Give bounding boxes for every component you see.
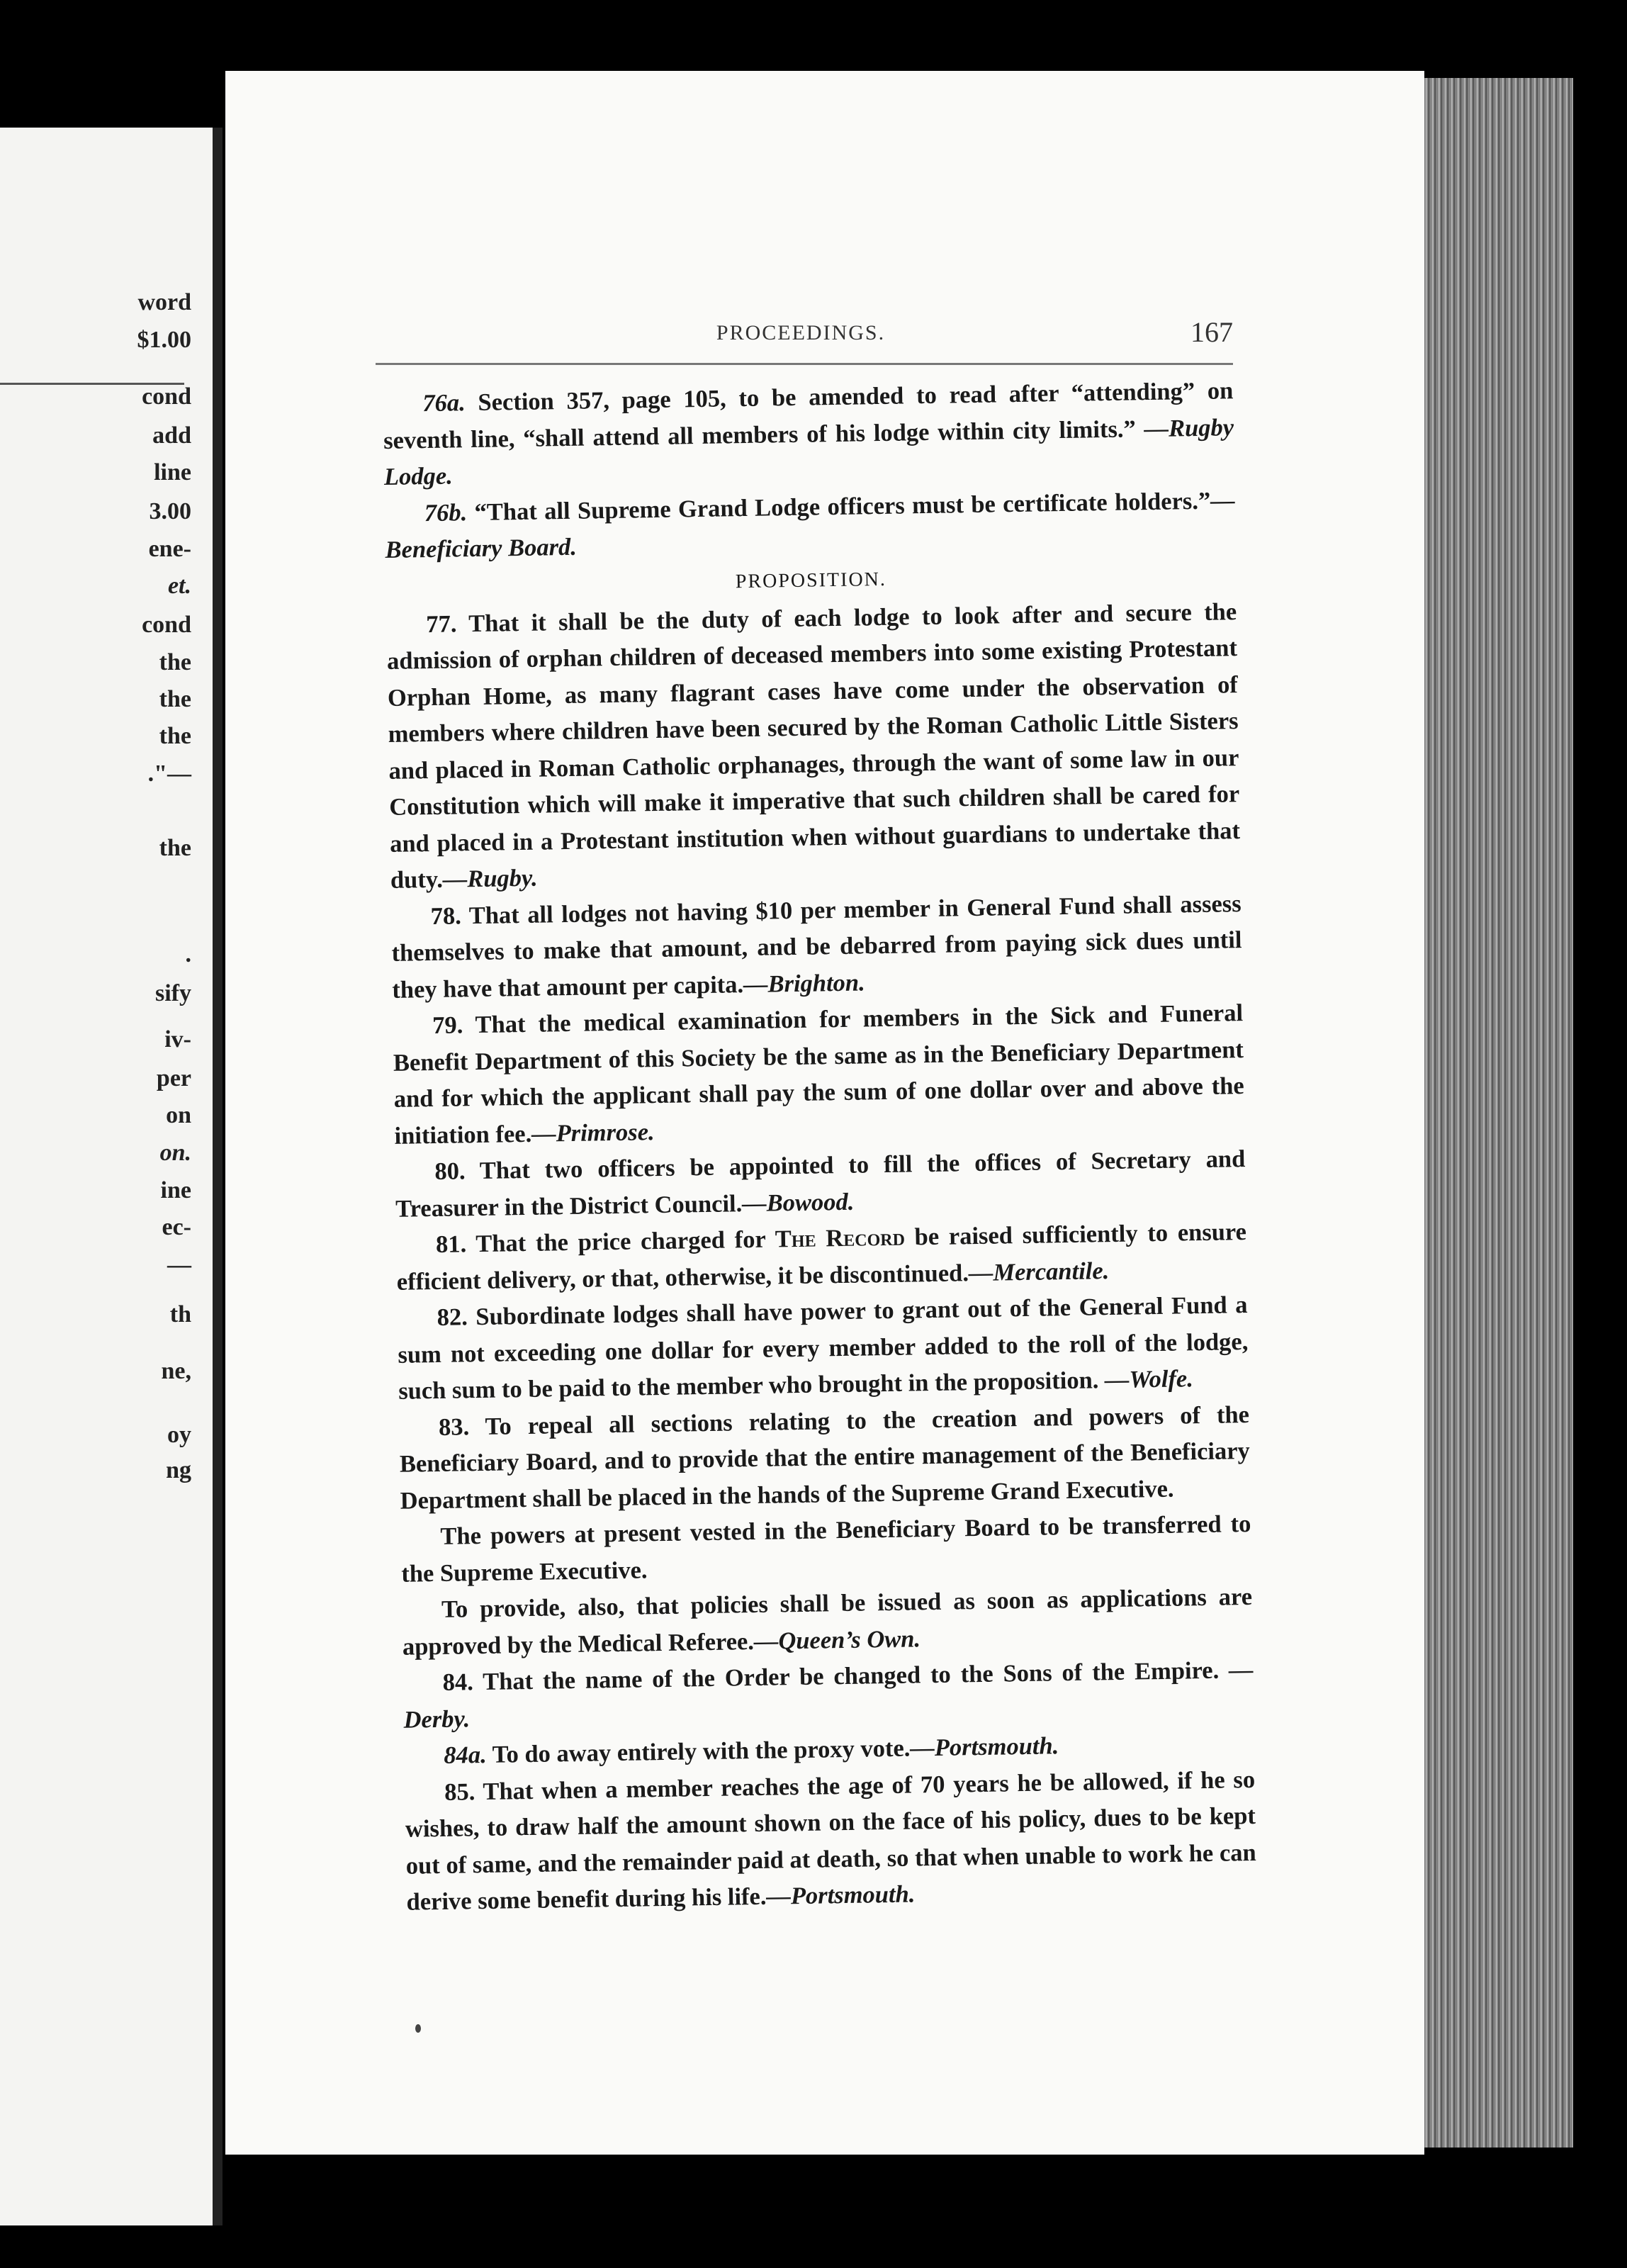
source-lodge: —Brighton. bbox=[743, 968, 865, 998]
paragraph-77 bbox=[386, 594, 1241, 899]
section-title: PROPOSITION. bbox=[735, 568, 887, 593]
paragraph-85 bbox=[405, 1761, 1257, 1921]
ink-speck bbox=[415, 2024, 421, 2033]
paragraph-text: That the name of the Order be changed to the Sons of the Empire. bbox=[473, 1656, 1229, 1696]
item-number: 84. bbox=[442, 1668, 474, 1696]
left-page-fragment: the bbox=[159, 649, 191, 675]
source-lodge: —Beneficiary Board. bbox=[385, 486, 1235, 563]
source-lodge: —Derby. bbox=[403, 1656, 1254, 1734]
paragraph-76b bbox=[384, 483, 1235, 569]
left-page-fragment: ne, bbox=[161, 1358, 191, 1384]
paragraph-76a bbox=[383, 373, 1234, 495]
source-lodge: —Bowood. bbox=[741, 1188, 855, 1217]
left-page-fragment: — bbox=[167, 1252, 191, 1278]
item-number: 77. bbox=[425, 610, 457, 638]
paragraph-text: That the price charged for bbox=[466, 1225, 776, 1258]
paragraph-79 bbox=[393, 995, 1245, 1155]
source-lodge: —Rugby Lodge. bbox=[383, 413, 1234, 490]
left-page-fragment: . bbox=[185, 941, 191, 967]
running-head: PROCEEDINGS. bbox=[716, 321, 886, 344]
paragraph-text: Subordinate lodges shall have power to grant out of the General Fund a sum not exceeding one dollar for every member added to the roll of the lodge, such sum to be paid to the member who brought in the proposition. bbox=[398, 1291, 1249, 1405]
left-page-fragment: 3.00 bbox=[149, 498, 191, 524]
left-page-fragment: et. bbox=[167, 573, 191, 599]
left-page-fragment: line bbox=[154, 459, 191, 485]
left-page-fragment: on. bbox=[159, 1140, 191, 1166]
source-lodge: —Rugby. bbox=[442, 864, 538, 893]
item-number: 76b. bbox=[424, 498, 468, 527]
left-page-fragment: the bbox=[159, 835, 191, 861]
item-number: 84a. bbox=[444, 1741, 488, 1769]
paragraph-text: The powers at present vested in the Beneficiary Board to be transferred to the Supreme Executive. bbox=[401, 1510, 1251, 1588]
item-number: 82. bbox=[437, 1303, 468, 1331]
page-body bbox=[383, 373, 1257, 1921]
source-lodge: —Mercantile. bbox=[968, 1257, 1110, 1286]
item-number: 76a. bbox=[422, 389, 466, 417]
item-number: 78. bbox=[430, 902, 462, 930]
left-page-fragment: iv- bbox=[164, 1026, 191, 1052]
item-number: 81. bbox=[435, 1230, 467, 1258]
paragraph-text: Section 357, page 105, to be amended to read after “attending” on seventh line, “shall attend all members of his lodge within city limits.” bbox=[383, 377, 1234, 454]
paragraph-81 bbox=[396, 1214, 1247, 1301]
left-page-fragment: word bbox=[137, 289, 191, 315]
paragraph-text: That it shall be the duty of each lodge to look after and secure the admission of orphan children of deceased members into some existing Protestant Orphan Home, as many flagrant cases have come under the observation of members where children have been secured by the Roman Catholic Little Sisters and placed in Roman Catholic orphanages, through the want of some law in our Constitution which will make it imperative that such children shall be cared for and placed in a Protestant institution when without guardians to undertake that duty. bbox=[386, 597, 1241, 894]
item-number: 83. bbox=[438, 1413, 470, 1441]
paragraph-83-continued bbox=[400, 1506, 1251, 1593]
left-page-fragment: $1.00 bbox=[137, 327, 191, 353]
header-rule bbox=[376, 363, 1233, 365]
paragraph-82 bbox=[397, 1287, 1249, 1410]
paragraph-text: That the medical examination for members in the Sick and Funeral Benefit Department of this Society be the same as in the Beneficiary Department and for which the applicant shall pay the sum of one dollar over and above the initiation fee. bbox=[393, 999, 1244, 1150]
paragraph-text: That all lodges not having $10 per member in General Fund shall assess themselves to make that amount, and be debarred from paying sick dues until they have that amount per capita. bbox=[391, 889, 1242, 1004]
page-header bbox=[368, 315, 1233, 358]
left-page-fragment: ."— bbox=[147, 760, 191, 787]
left-page-fragment: ine bbox=[160, 1177, 191, 1203]
paragraph-text: To provide, also, that policies shall be issued as soon as applications are approved by the Medical Referee. bbox=[402, 1583, 1253, 1661]
left-page-fragment: the bbox=[159, 723, 191, 749]
paragraph-text: That two officers be appointed to fill the offices of Secretary and Treasurer in the District Council. bbox=[395, 1145, 1246, 1223]
item-number: 79. bbox=[432, 1011, 463, 1040]
paragraph-84 bbox=[402, 1652, 1254, 1739]
source-lodge: —Primrose. bbox=[531, 1118, 655, 1147]
paragraph-text: To do away entirely with the proxy vote. bbox=[486, 1734, 911, 1768]
paragraph-83 bbox=[399, 1396, 1251, 1519]
left-page-fragment: per bbox=[156, 1065, 191, 1091]
publication-name: The Record bbox=[775, 1223, 906, 1253]
page-edges bbox=[1424, 78, 1573, 2148]
page-number: 167 bbox=[1190, 316, 1233, 348]
left-page-fragment: add bbox=[152, 422, 191, 449]
paragraph-text: To repeal all sections relating to the creation and powers of the Beneficiary Board, and to provide that the entire management of the Beneficiary Department shall be placed in the hands of the Supreme Grand Executive. bbox=[399, 1400, 1251, 1515]
left-page-fragment: ng bbox=[166, 1457, 191, 1483]
paragraph-text: That when a member reaches the age of 70 years he be allowed, if he so wishes, to draw half the amount shown on the face of his policy, dues to be kept out of same, and the remainder paid at death, so that when unable to work he can derive some benefit during his life. bbox=[405, 1765, 1256, 1916]
left-page-fragment: on bbox=[166, 1102, 191, 1128]
item-number: 85. bbox=[444, 1778, 475, 1806]
paragraph-text: be raised sufficiently to ensure efficient delivery, or that, otherwise, it be discontinued. bbox=[396, 1218, 1247, 1296]
source-lodge: —Portsmouth. bbox=[910, 1732, 1059, 1762]
left-page-fragment: sify bbox=[155, 980, 191, 1006]
item-number: 80. bbox=[434, 1157, 466, 1185]
left-facing-page bbox=[0, 128, 223, 2225]
source-lodge: —Portsmouth. bbox=[766, 1880, 916, 1910]
paragraph-78 bbox=[390, 886, 1242, 1009]
left-page-fragment: th bbox=[169, 1301, 191, 1327]
left-page-fragment: ene- bbox=[148, 536, 191, 562]
paragraph-80 bbox=[395, 1141, 1246, 1228]
left-page-fragment: cond bbox=[142, 383, 191, 410]
source-lodge: —Queen’s Own. bbox=[753, 1624, 921, 1655]
source-lodge: —Wolfe. bbox=[1104, 1365, 1194, 1394]
left-page-fragment: oy bbox=[167, 1422, 191, 1448]
left-page-fragment: cond bbox=[142, 612, 191, 638]
paragraph-83-provision bbox=[402, 1579, 1253, 1666]
paragraph-text: “That all Supreme Grand Lodge officers must be certificate holders.” bbox=[466, 487, 1211, 526]
left-page-fragment: ec- bbox=[162, 1214, 191, 1240]
left-page-fragment: the bbox=[159, 686, 191, 712]
